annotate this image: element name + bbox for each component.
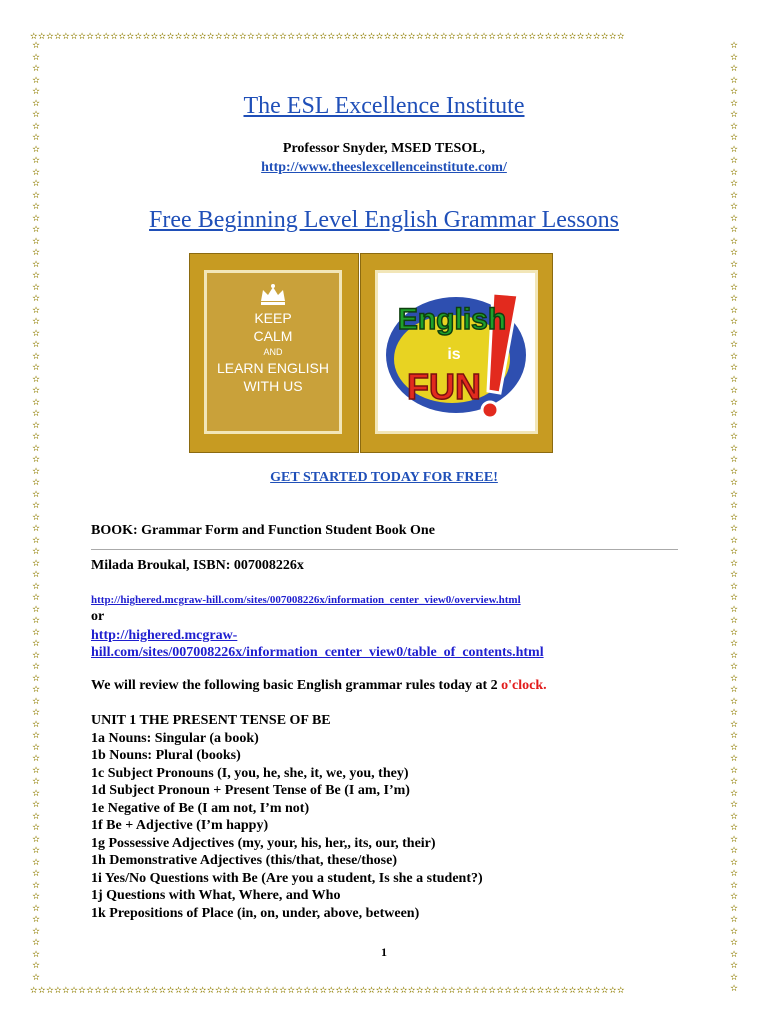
divider	[91, 549, 678, 550]
review-time: o'clock.	[501, 678, 547, 693]
keep-calm-line4: LEARN ENGLISH	[216, 360, 330, 376]
keep-calm-image	[189, 253, 359, 453]
book-url-toc-line1[interactable]: http://highered.mcgraw-	[91, 628, 238, 643]
keep-calm-line2: CALM	[253, 328, 293, 344]
crown-icon	[207, 283, 339, 309]
page-number: 1	[381, 945, 387, 959]
keep-calm-line3: AND	[263, 347, 283, 357]
website-link[interactable]: http://www.theeslexcellenceinstitute.com/	[261, 160, 507, 175]
english-is-fun-logo	[375, 270, 538, 434]
list-item: 1i Yes/No Questions with Be (Are you a student, Is she a student?)	[91, 870, 483, 886]
lessons-title-link[interactable]: Free Beginning Level English Grammar Lessons	[149, 207, 619, 233]
is-word: is	[447, 346, 461, 363]
website-line	[0, 160, 768, 176]
review-line	[91, 677, 691, 694]
keep-calm-poster	[204, 270, 342, 434]
list-item: 1f Be + Adjective (I’m happy)	[91, 818, 269, 833]
list-item: 1c Subject Pronouns (I, you, he, she, it, we, you, they)	[91, 765, 409, 781]
institute-title-link[interactable]: The ESL Excellence Institute	[243, 93, 525, 119]
fun-word: FUN	[407, 366, 481, 407]
review-text: We will review the following basic English grammar rules today at 2	[91, 678, 502, 693]
keep-calm-line5: WITH US	[243, 378, 303, 394]
list-item: 1k Prepositions of Place (in, on, under, above, between)	[91, 905, 420, 921]
institute-title	[0, 93, 768, 120]
get-started-link[interactable]: GET STARTED TODAY FOR FREE!	[270, 470, 498, 485]
book-author: Milada Broukal, ISBN: 007008226x	[91, 558, 304, 573]
list-item: 1d Subject Pronoun + Present Tense of Be (I am, I’m)	[91, 783, 410, 798]
list-item: 1j Questions with What, Where, and Who	[91, 888, 341, 903]
unit-heading: UNIT 1 THE PRESENT TENSE OF BE	[91, 713, 331, 728]
english-is-fun-image	[360, 253, 553, 453]
star-border-top: ✫✫✫✫✫✫✫✫✫✫✫✫✫✫✫✫✫✫✫✫✫✫✫✫✫✫✫✫✫✫✫✫✫✫✫✫✫✫✫✫✫✫✫✫✫✫✫✫✫✫✫✫✫✫✫✫✫✫✫✫✫✫✫✫✫✫✫✫✫✫✫✫✫✫	[30, 31, 626, 41]
lessons-title	[0, 207, 768, 234]
get-started-line	[0, 470, 768, 486]
keep-calm-line1: KEEP	[254, 310, 292, 326]
star-border-bottom: ✫✫✫✫✫✫✫✫✫✫✫✫✫✫✫✫✫✫✫✫✫✫✫✫✫✫✫✫✫✫✫✫✫✫✫✫✫✫✫✫✫✫✫✫✫✫✫✫✫✫✫✫✫✫✫✫✫✫✫✫✫✫✫✫✫✫✫✫✫✫✫✫✫✫	[30, 985, 626, 995]
book-url-overview[interactable]: http://highered.mcgraw-hill.com/sites/007008226x/information_center_view0/overview.html	[91, 594, 521, 606]
english-word: English	[397, 303, 507, 336]
star-border-right: ✫✫✫✫✫✫✫✫✫✫✫✫✫✫✫✫✫✫✫✫✫✫✫✫✫✫✫✫✫✫✫✫✫✫✫✫✫✫✫✫✫✫✫✫✫✫✫✫✫✫✫✫✫✫✫✫✫✫✫✫✫✫✫✫✫✫✫✫✫✫✫✫✫✫✫✫✫✫✫✫✫✫✫	[730, 40, 738, 993]
book-url-toc-line2[interactable]: hill.com/sites/007008226x/information_center_view0/table_of_contents.html	[91, 645, 544, 660]
professor-line: Professor Snyder, MSED TESOL,	[282, 141, 486, 156]
book-url-toc	[91, 627, 691, 661]
unit-list	[91, 712, 691, 922]
star-border-left: ✫✫✫✫✫✫✫✫✫✫✫✫✫✫✫✫✫✫✫✫✫✫✫✫✫✫✫✫✫✫✫✫✫✫✫✫✫✫✫✫✫✫✫✫✫✫✫✫✫✫✫✫✫✫✫✫✫✫✫✫✫✫✫✫✫✫✫✫✫✫✫✫✫✫✫✫✫✫✫✫✫✫	[32, 40, 40, 982]
book-title: BOOK: Grammar Form and Function Student Book One	[91, 523, 435, 538]
list-item: 1b Nouns: Plural (books)	[91, 748, 241, 763]
list-item: 1g Possessive Adjectives (my, your, his, her,, its, our, their)	[91, 835, 436, 851]
or-text: or	[91, 609, 105, 624]
list-item: 1a Nouns: Singular (a book)	[91, 730, 259, 746]
list-item: 1e Negative of Be (I am not, I’m not)	[91, 800, 310, 816]
book-url-overview-line	[91, 591, 691, 609]
list-item: 1h Demonstrative Adjectives (this/that, these/those)	[91, 853, 398, 868]
